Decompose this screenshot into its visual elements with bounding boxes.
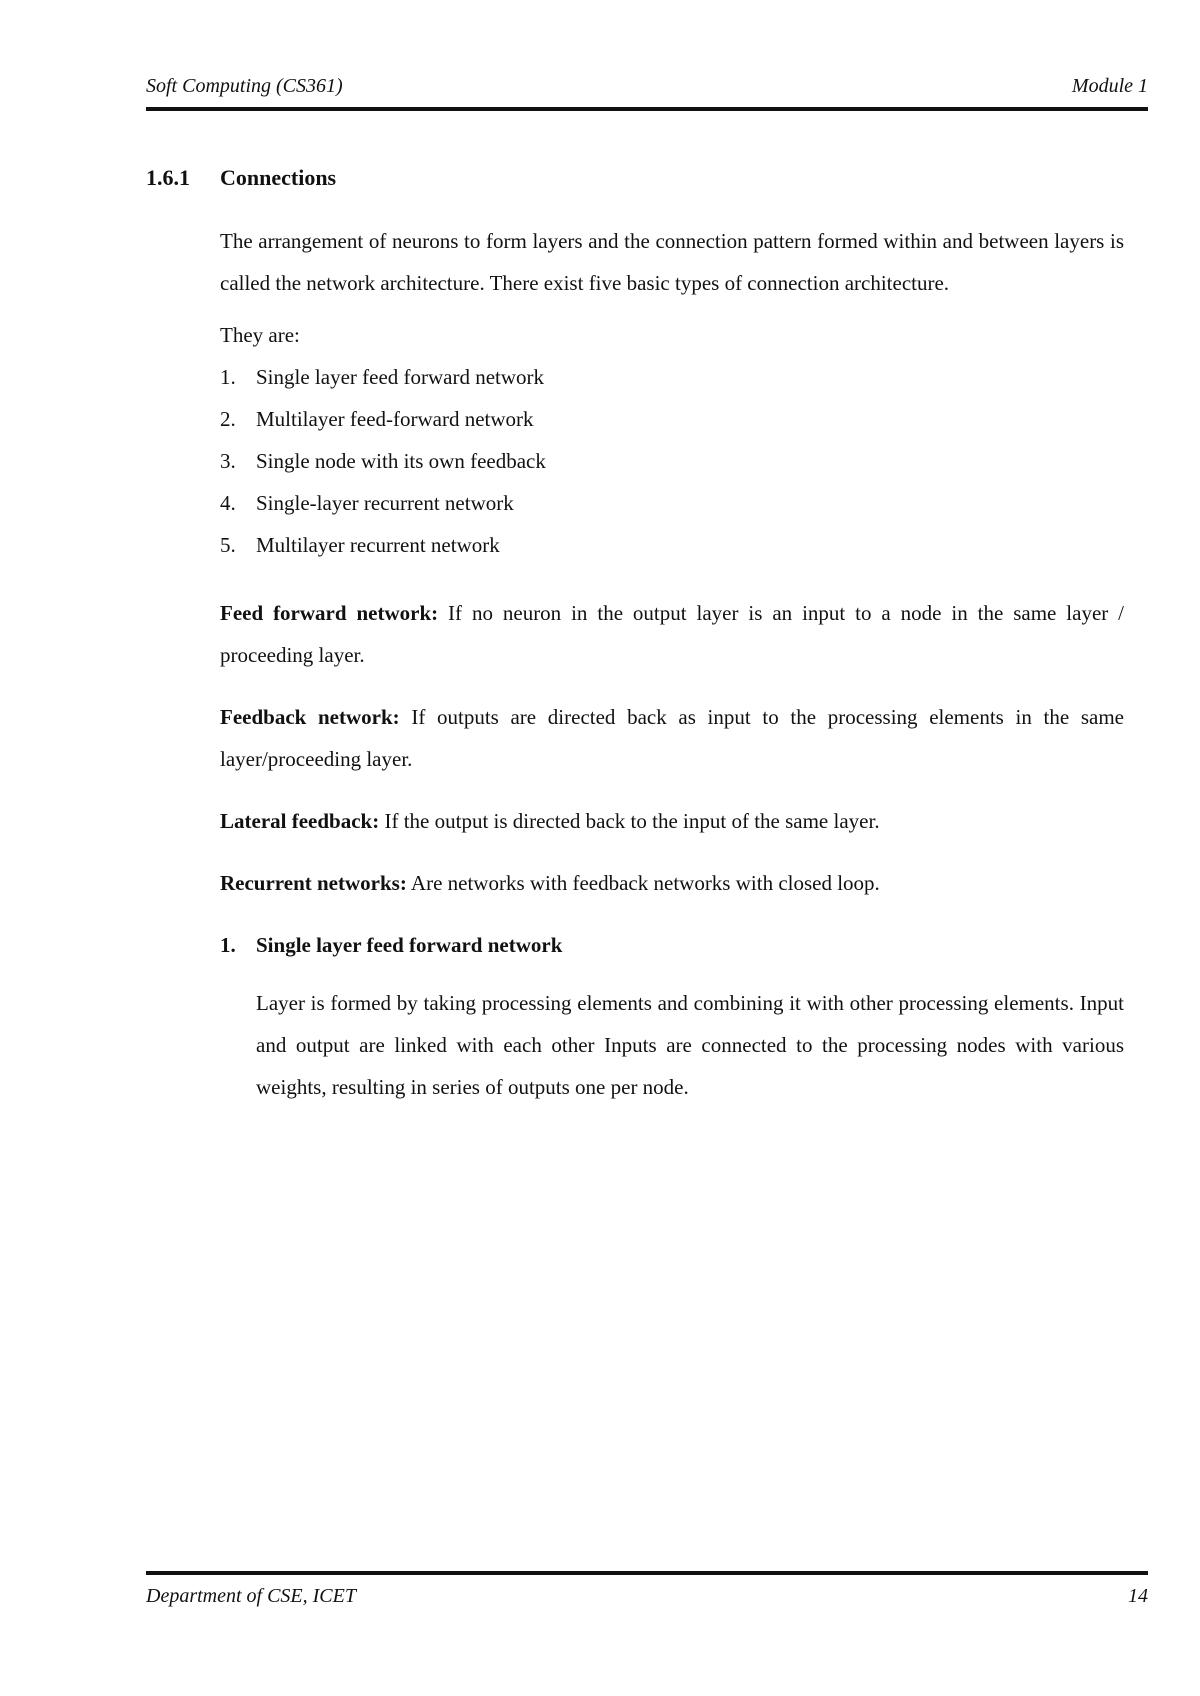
list-item — [220, 356, 1124, 398]
section-heading — [146, 164, 336, 192]
subsection-heading — [220, 924, 1124, 966]
list-item — [220, 440, 1124, 482]
list-item-number: 2. — [220, 407, 236, 431]
list-item-number: 3. — [220, 449, 236, 473]
list-item-number: 5. — [220, 533, 236, 557]
page-footer — [146, 1584, 1148, 1614]
page-header — [146, 70, 1148, 110]
definition-term: Feed forward network: — [220, 601, 439, 625]
connection-types-list — [220, 356, 1124, 566]
definition-lateral-feedback — [220, 800, 1124, 842]
subsection-title: Single layer feed forward network — [256, 933, 563, 957]
header-module: Module 1 — [1071, 75, 1148, 97]
list-item — [220, 482, 1124, 524]
header-course-title: Soft Computing (CS361) — [146, 75, 343, 97]
subsection-number: 1. — [220, 933, 236, 957]
list-item-text: Single node with its own feedback — [256, 449, 546, 473]
definition-feedback — [220, 696, 1124, 780]
page-number: 14 — [1128, 1585, 1148, 1607]
definition-text: If outputs are directed back as input to the processing elements in the same layer/proceeding layer. — [220, 705, 1124, 771]
list-item-text: Single layer feed forward network — [256, 365, 545, 389]
definition-recurrent — [220, 862, 1124, 904]
definition-term: Recurrent networks: — [220, 871, 407, 895]
main-content — [220, 220, 1124, 1108]
section-title: Connections — [220, 165, 337, 190]
footer-divider — [146, 1571, 1148, 1575]
definition-text: If the output is directed back to the input of the same layer. — [379, 809, 880, 833]
list-item-number: 4. — [220, 491, 236, 515]
list-item-text: Multilayer feed-forward network — [256, 407, 534, 431]
definition-term: Lateral feedback: — [220, 809, 380, 833]
definition-feed-forward — [220, 592, 1124, 676]
intro-paragraph: The arrangement of neurons to form layers and the connection pattern formed within and between layers is called the network architecture. There exist five basic types of connection architecture. — [220, 229, 1124, 295]
definition-text: If no neuron in the output layer is an input to a node in the same layer / proceeding layer. — [220, 601, 1125, 667]
list-item-number: 1. — [220, 365, 236, 389]
list-item-text: Multilayer recurrent network — [256, 533, 500, 557]
footer-department: Department of CSE, ICET — [146, 1585, 356, 1607]
section-number: 1.6.1 — [146, 165, 190, 190]
subsection-paragraph: Layer is formed by taking processing elements and combining it with other processing elements. Input and output are linked with each other Inputs are connected to the processing nodes with various weights, resulting in series of outputs one per node. — [256, 991, 1124, 1099]
definition-text: Are networks with feedback networks with closed loop. — [406, 871, 880, 895]
list-item — [220, 524, 1124, 566]
list-item-text: Single-layer recurrent network — [256, 491, 514, 515]
header-divider — [146, 107, 1148, 111]
list-intro: They are: — [220, 323, 300, 347]
definition-term: Feedback network: — [220, 705, 400, 729]
list-item — [220, 398, 1124, 440]
